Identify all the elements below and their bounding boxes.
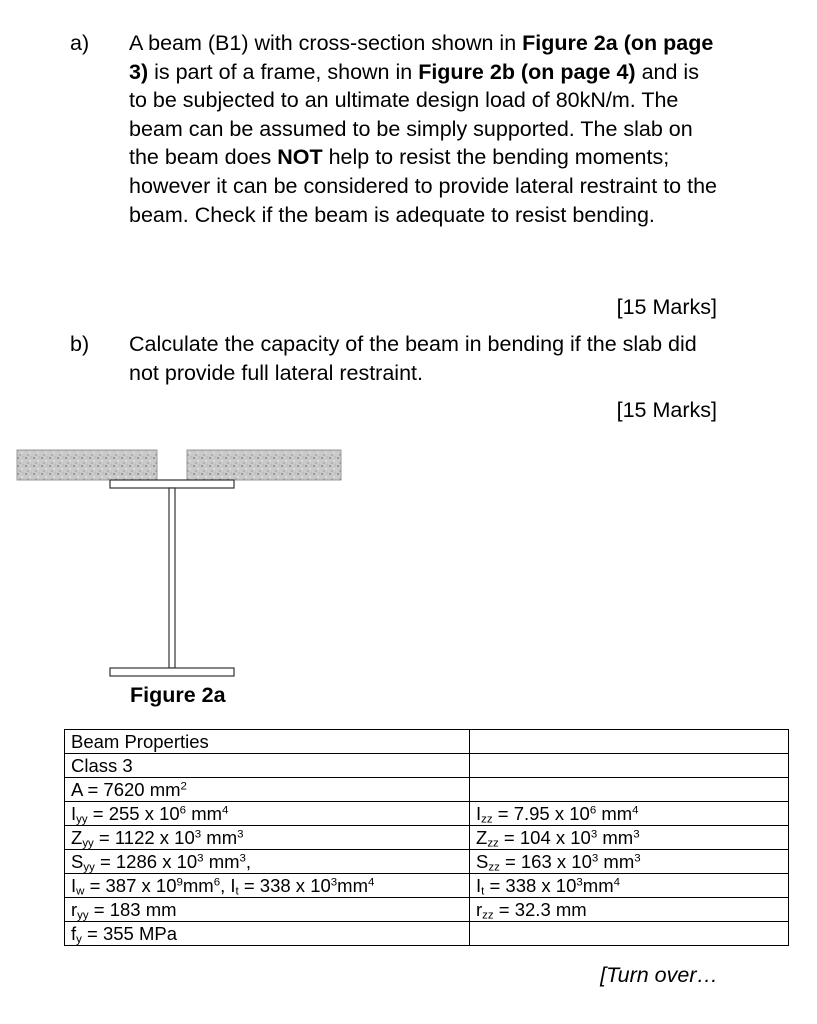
question-b-text: Calculate the capacity of the beam in bending if the slab did not provide full lateral restraint. xyxy=(129,332,697,385)
question-a-text: A beam (B1) with cross-section shown in Figure 2a (on page 3) is part of a frame, shown in Figure 2b (on page 4) and is to be subjected to an ultimate design load of 80kN/m. The beam can be assumed to be simply supported. The slab on the beam does NOT help to resist the bending moments; however it can be considered to provide lateral restraint to the beam. Check if the beam is adequate to resist bending. xyxy=(129,31,717,227)
table-row xyxy=(65,754,789,778)
it-cell: $I_t = 338$ x $10^3mm^4$ xyxy=(470,874,789,898)
table-cell-empty xyxy=(470,730,789,754)
rzz-cell: $r_{zz} = 32.3$ mm xyxy=(470,898,789,922)
slab-left xyxy=(17,450,157,480)
bottom-flange xyxy=(110,668,234,676)
zyy-cell: $Z_{yy} = 1122$ x $10^3$ $mm^3$ xyxy=(65,826,470,850)
table-row xyxy=(65,922,789,946)
beam-properties-table xyxy=(64,729,789,946)
table-row xyxy=(65,730,789,754)
turn-over-note: [Turn over… xyxy=(600,963,718,987)
area-cell: A = 7620 $mm^2$ xyxy=(65,778,470,802)
syy-cell: $S_{yy} = 1286$ x $10^3$ $mm^3$, xyxy=(65,850,470,874)
table-row xyxy=(65,874,789,898)
ryy-cell: $r_{yy} = 183$ mm xyxy=(65,898,470,922)
table-cell-empty xyxy=(470,778,789,802)
table-cell-empty xyxy=(470,922,789,946)
izz-cell: $I_{zz} = 7.95$ x $10^6$ $mm^4$ xyxy=(470,802,789,826)
top-flange xyxy=(110,480,234,488)
table-cell-empty xyxy=(470,754,789,778)
table-row xyxy=(65,778,789,802)
question-b-label: b) xyxy=(70,332,90,356)
question-b-marks: [15 Marks] xyxy=(616,398,717,422)
figure-caption: Figure 2a xyxy=(130,683,226,707)
web xyxy=(169,488,175,668)
table-header-cell: Beam Properties xyxy=(65,730,470,754)
iyy-cell: $I_{yy} = 255$ x $10^6$ $mm^4$ xyxy=(65,802,470,826)
fy-cell: $f_y = 355$ MPa xyxy=(65,922,470,946)
iw-it-cell: $I_w = 387$ x $10^9mm^6$, $I_t = 338$ x $10^3mm^4$ xyxy=(65,874,470,898)
question-a-label: a) xyxy=(70,31,90,55)
table-row xyxy=(65,826,789,850)
slab-right xyxy=(187,450,341,480)
zzz-cell: $Z_{zz} = 104$ x $10^3$ $mm^3$ xyxy=(470,826,789,850)
class-cell: Class 3 xyxy=(65,754,470,778)
table-row xyxy=(65,898,789,922)
szz-cell: $S_{zz} = 163$ x $10^3$ $mm^3$ xyxy=(470,850,789,874)
question-a-marks: [15 Marks] xyxy=(616,295,717,319)
table-row xyxy=(65,850,789,874)
table-row xyxy=(65,802,789,826)
